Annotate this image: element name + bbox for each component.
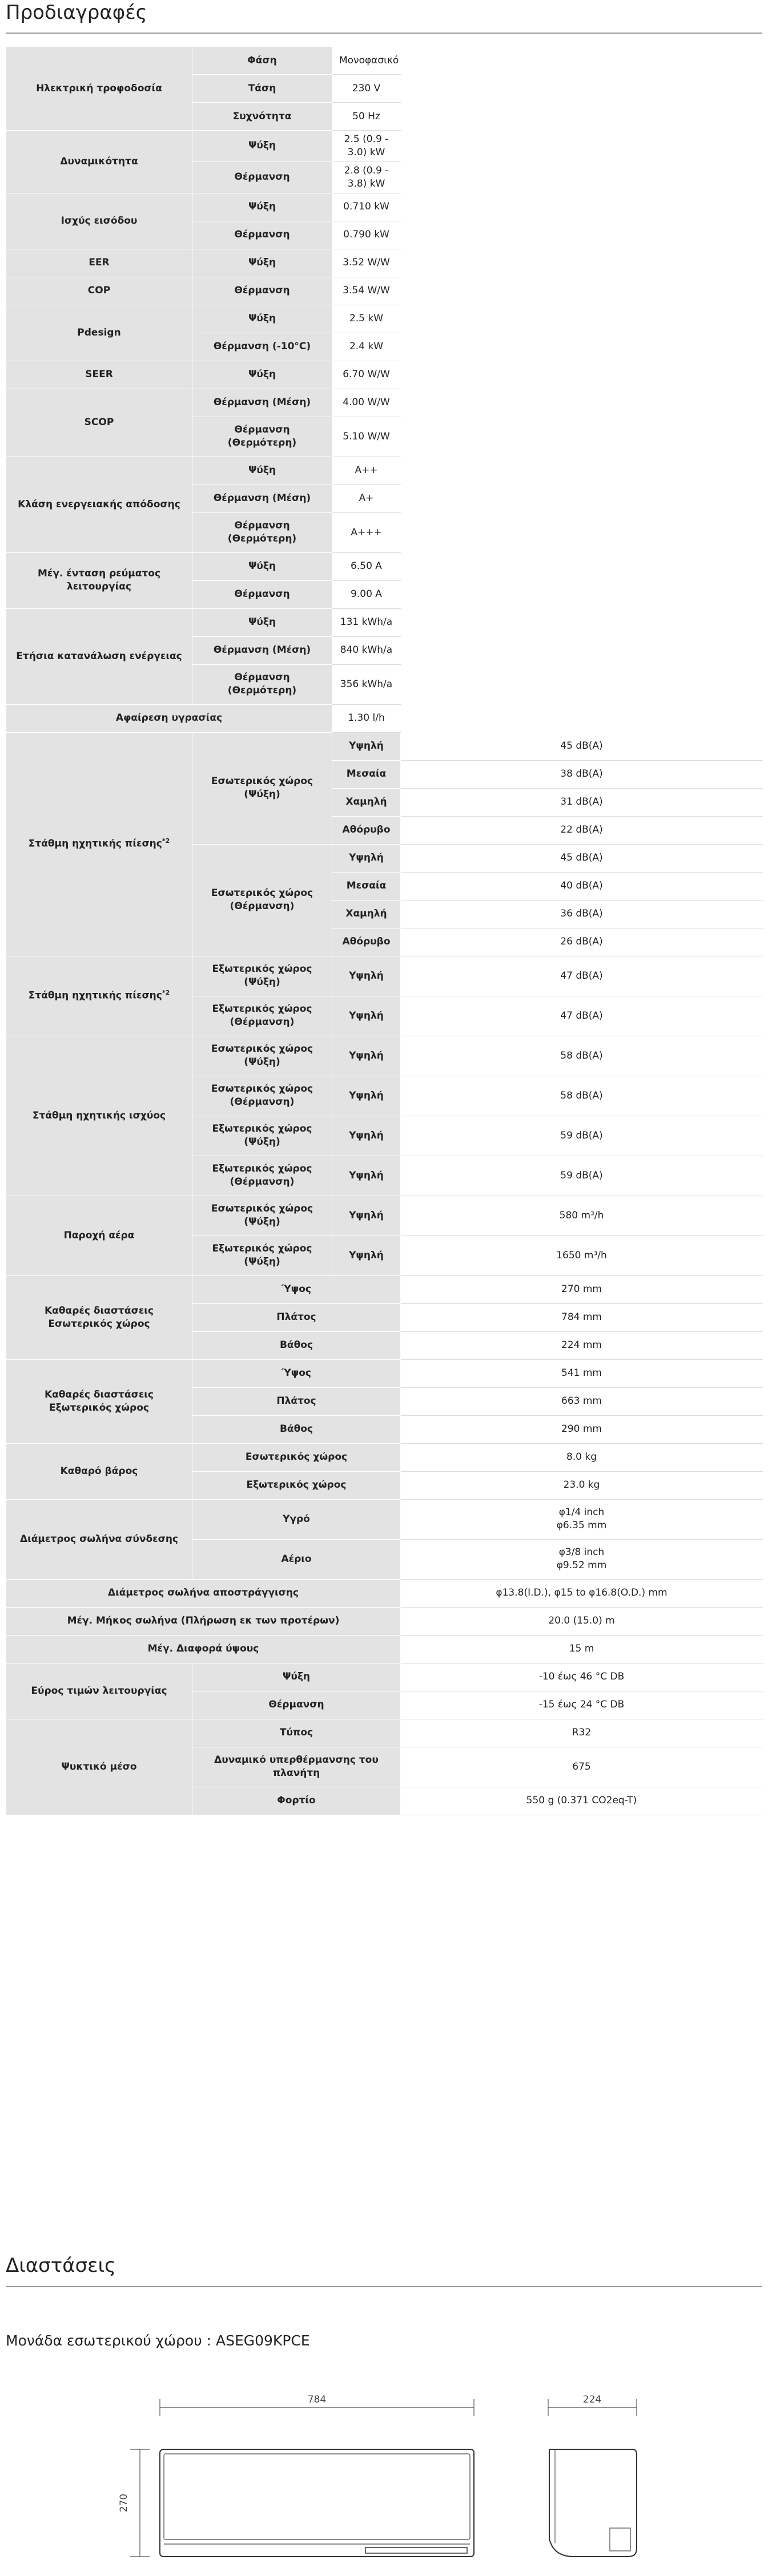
spec-level-label [332, 1235, 401, 1275]
spec-label-text: Αέριο [281, 1553, 312, 1565]
spec-group-label [6, 1275, 192, 1359]
spec-sub-label [192, 1196, 332, 1235]
spec-value: 36 dB(A) [401, 900, 763, 928]
spec-label-text: Θέρμανση (-10°C) [213, 341, 311, 353]
spec-label-text: Ύψος [282, 1367, 311, 1379]
spec-label-text: Διάμετρος σωλήνα αποστράγγισης [107, 1587, 299, 1599]
spec-row [6, 277, 763, 305]
spec-level-label [332, 900, 401, 928]
spec-value: 2.5 kW [332, 305, 401, 333]
spec-sub-label [192, 1539, 401, 1579]
spec-value: A+ [332, 484, 401, 512]
spec-label-text: Θέρμανση [234, 229, 290, 241]
width-label: 784 [307, 2394, 327, 2405]
spec-row [6, 1443, 763, 1471]
spec-label-text: Πλάτος [276, 1311, 316, 1323]
spec-value: 541 mm [401, 1359, 763, 1387]
spec-label-text: Θέρμανση (Θερμότερη) [227, 672, 297, 697]
spec-label-text: Ύψος [282, 1283, 311, 1295]
spec-group-label [6, 47, 192, 131]
specs-section-title: Προδιαγραφές [6, 1, 147, 24]
spec-level-label [332, 956, 401, 996]
spec-label-text: Θέρμανση [234, 171, 290, 183]
spec-label-text: Θέρμανση (Μέση) [213, 644, 311, 656]
spec-value: 3.52 W/W [332, 249, 401, 277]
spec-group-label [6, 1579, 401, 1607]
spec-label-text: Υψηλή [349, 852, 384, 864]
indoor-unit-side-view [549, 2449, 637, 2557]
spec-label-text: Ψύξη [248, 257, 276, 269]
spec-value: 22 dB(A) [401, 816, 763, 844]
spec-row [6, 361, 763, 389]
spec-label-text: Pdesign [77, 326, 121, 338]
spec-label-text: Φορτίο [277, 1795, 316, 1807]
spec-label-text: Χαμηλή [345, 908, 387, 920]
spec-group-label [6, 608, 192, 704]
spec-label-text: Υψηλή [349, 1209, 384, 1221]
specs-divider [6, 33, 762, 34]
spec-label-text: Ψύξη [248, 465, 276, 477]
spec-value: 2.5 (0.9 - 3.0) kW [332, 131, 401, 162]
spec-label-text: Ψύξη [248, 201, 276, 213]
spec-label-text: Ισχύς εισόδου [61, 215, 138, 227]
spec-value: 1650 m³/h [401, 1235, 763, 1275]
spec-sub-label [192, 1116, 332, 1156]
spec-label-text: Τύπος [279, 1727, 313, 1739]
spec-sub-label [192, 844, 332, 956]
spec-sub-label [192, 552, 332, 580]
spec-value: Μονοφασικό [332, 47, 401, 75]
spec-group-label [6, 1719, 192, 1815]
spec-sub-label [192, 1719, 401, 1747]
spec-row [6, 1719, 763, 1747]
spec-label-text: Αθόρυβο [342, 936, 391, 948]
spec-label-text: Θέρμανση [234, 285, 290, 297]
spec-value: 290 mm [401, 1415, 763, 1443]
spec-group-label [6, 1499, 192, 1579]
spec-sub-label [192, 131, 332, 162]
spec-row [6, 1275, 763, 1303]
spec-row [6, 1607, 763, 1635]
spec-group-label [6, 389, 192, 457]
spec-label-text: Εξωτερικός χώρος (Ψύξη) [212, 1243, 312, 1268]
spec-label-text: Μέγ. ένταση ρεύματος λειτουργίας [37, 568, 161, 593]
spec-sub-label [192, 333, 332, 361]
indoor-unit-dimension-drawing [0, 2385, 768, 2576]
spec-label-text: Ηλεκτρική τροφοδοσία [36, 82, 162, 94]
spec-group-label [6, 552, 192, 608]
spec-row [6, 457, 763, 484]
spec-row [6, 1663, 763, 1691]
spec-sub-label [192, 1331, 401, 1359]
spec-row [6, 1359, 763, 1387]
spec-row [6, 305, 763, 333]
spec-label-text: Στάθμη ηχητικής ισχύος [32, 1109, 166, 1121]
spec-value: 31 dB(A) [401, 788, 763, 816]
spec-label-text: Υψηλή [349, 1010, 384, 1021]
spec-label-text: Εσωτερικός χώρος (Θέρμανση) [211, 1083, 313, 1108]
spec-label-text: Εσωτερικός χώρος (Ψύξη) [211, 1203, 313, 1228]
spec-group-label [6, 1036, 192, 1196]
spec-level-label [332, 872, 401, 900]
depth-label: 224 [582, 2394, 602, 2405]
spec-value: 675 [401, 1747, 763, 1787]
spec-label-text: Καθαρές διαστάσεις Εξωτερικός χώρος [45, 1388, 154, 1414]
spec-label-text: Πλάτος [276, 1395, 316, 1407]
spec-value: 0.790 kW [332, 221, 401, 249]
spec-group-label [6, 131, 192, 193]
indoor-unit-front-view [160, 2449, 474, 2557]
spec-label-text: Εσωτερικός χώρος (Ψύξη) [211, 776, 313, 801]
spec-sub-label [192, 361, 332, 389]
spec-label-text: Αφαίρεση υγρασίας [115, 712, 223, 724]
spec-sub-label [192, 1275, 401, 1303]
spec-label-text: Ψύξη [248, 369, 276, 381]
spec-value: φ1/4 inch φ6.35 mm [401, 1499, 763, 1539]
spec-label-text: Ετήσια κατανάλωση ενέργειας [16, 650, 182, 662]
spec-level-label [332, 1076, 401, 1116]
spec-group-label [6, 1359, 192, 1443]
spec-group-label [6, 305, 192, 361]
spec-value: 6.70 W/W [332, 361, 401, 389]
spec-label-text: Εσωτερικός χώρος (Ψύξη) [211, 1043, 313, 1068]
spec-row [6, 704, 763, 732]
spec-value: 5.10 W/W [332, 417, 401, 457]
spec-sub-label [192, 1471, 401, 1499]
spec-level-label [332, 816, 401, 844]
spec-label-text: Υγρό [283, 1513, 310, 1525]
spec-sub-label [192, 417, 332, 457]
spec-label-text: Παροχή αέρα [63, 1229, 135, 1241]
spec-level-label [332, 1156, 401, 1196]
spec-value: -15 έως 24 °C DB [401, 1691, 763, 1719]
spec-row [6, 1635, 763, 1663]
spec-value: 224 mm [401, 1331, 763, 1359]
footnote-marker: *2 [162, 989, 170, 997]
spec-row [6, 956, 763, 996]
spec-label-text: Ψύξη [248, 560, 276, 572]
spec-label-text: Εσωτερικός χώρος [245, 1451, 348, 1463]
spec-level-label [332, 1116, 401, 1156]
spec-value: 23.0 kg [401, 1471, 763, 1499]
spec-value: 2.8 (0.9 - 3.8) kW [332, 161, 401, 193]
spec-row [6, 732, 763, 760]
spec-label-text: Ψύξη [248, 313, 276, 325]
spec-label-text: Υψηλή [349, 970, 384, 982]
spec-value: 0.710 kW [332, 193, 401, 221]
spec-value: 40 dB(A) [401, 872, 763, 900]
spec-label-text: Εξωτερικός χώρος (Θέρμανση) [212, 1163, 312, 1188]
spec-label-text: Συχνότητα [232, 110, 292, 122]
spec-label-text: Θέρμανση (Θερμότερη) [227, 520, 297, 545]
spec-sub-label [192, 1499, 401, 1539]
spec-value: 58 dB(A) [401, 1036, 763, 1076]
spec-sub-label [192, 249, 332, 277]
spec-value: A+++ [332, 512, 401, 552]
spec-label-text: Υψηλή [349, 1049, 384, 1061]
spec-row [6, 1499, 763, 1539]
spec-sub-label [192, 636, 332, 664]
spec-label-text: Τάση [248, 82, 276, 94]
spec-label-text: Χαμηλή [345, 796, 387, 808]
spec-label-text: Υψηλή [349, 1129, 384, 1141]
spec-label-text: SCOP [84, 417, 114, 429]
spec-label-text: Μέγ. Μήκος σωλήνα (Πλήρωση εκ των προτέρων) [67, 1615, 340, 1627]
spec-sub-label [192, 1691, 401, 1719]
spec-label-text: Θέρμανση [234, 588, 290, 600]
spec-label-text: Βάθος [279, 1423, 313, 1435]
spec-level-label [332, 788, 401, 816]
spec-value: 38 dB(A) [401, 760, 763, 788]
spec-sub-label [192, 1076, 332, 1116]
spec-sub-label [192, 47, 332, 75]
spec-label-text: Μεσαία [346, 768, 387, 780]
spec-group-label [6, 956, 192, 1036]
spec-group-label [6, 457, 192, 552]
dimensions-section-title: Διαστάσεις [6, 2254, 116, 2277]
spec-sub-label [192, 996, 332, 1036]
spec-label-text: Υψηλή [349, 1169, 384, 1181]
spec-sub-label [192, 608, 332, 636]
spec-sub-label [192, 512, 332, 552]
spec-sub-label [192, 484, 332, 512]
spec-sub-label [192, 580, 332, 608]
spec-label-text: Διάμετρος σωλήνα σύνδεσης [19, 1533, 179, 1545]
spec-value: 4.00 W/W [332, 389, 401, 417]
spec-sub-label [192, 1303, 401, 1331]
spec-sub-label [192, 277, 332, 305]
spec-label-text: SEER [85, 369, 113, 381]
spec-sub-label [192, 1663, 401, 1691]
spec-value: 6.50 A [332, 552, 401, 580]
spec-label-text: Μεσαία [346, 880, 387, 892]
spec-label-text: Ψύξη [248, 616, 276, 628]
spec-value: 20.0 (15.0) m [401, 1607, 763, 1635]
spec-value: 59 dB(A) [401, 1116, 763, 1156]
spec-level-label [332, 732, 401, 760]
spec-sub-label [192, 457, 332, 484]
spec-value: 131 kWh/a [332, 608, 401, 636]
spec-sub-label [192, 956, 332, 996]
spec-value: 550 g (0.371 CO2eq-T) [401, 1787, 763, 1815]
spec-group-label [6, 732, 192, 956]
spec-value: 784 mm [401, 1303, 763, 1331]
spec-row [6, 131, 763, 162]
spec-group-label [6, 1443, 192, 1499]
spec-value: 356 kWh/a [332, 664, 401, 704]
spec-row [6, 249, 763, 277]
spec-table [6, 46, 763, 1815]
spec-value: 47 dB(A) [401, 956, 763, 996]
spec-label-text: Στάθμη ηχητικής πίεσης [28, 838, 162, 850]
spec-label-text: Δυναμικό υπερθέρμανσης του πλανήτη [214, 1754, 379, 1779]
spec-sub-label [192, 161, 332, 193]
spec-row [6, 1196, 763, 1235]
spec-label-text: Εξωτερικός χώρος (Θέρμανση) [212, 1003, 312, 1028]
spec-sub-label [192, 664, 332, 704]
spec-label-text: Καθαρό βάρος [60, 1465, 138, 1477]
spec-value: 58 dB(A) [401, 1076, 763, 1116]
spec-value: 840 kWh/a [332, 636, 401, 664]
spec-level-label [332, 760, 401, 788]
spec-group-label [6, 193, 192, 249]
spec-label-text: Υψηλή [349, 1089, 384, 1101]
spec-value: 9.00 A [332, 580, 401, 608]
spec-sub-label [192, 305, 332, 333]
spec-sub-label [192, 1387, 401, 1415]
spec-label-text: Εξωτερικός χώρος (Ψύξη) [212, 1123, 312, 1148]
spec-value: 1.30 l/h [332, 704, 401, 732]
spec-sub-label [192, 1036, 332, 1076]
spec-label-text: Φάση [247, 54, 277, 66]
spec-value: A++ [332, 457, 401, 484]
indoor-unit-title: Μονάδα εσωτερικού χώρου : ASEG09KPCE [6, 2332, 310, 2349]
spec-row [6, 47, 763, 75]
spec-level-label [332, 928, 401, 956]
spec-level-label [332, 1196, 401, 1235]
spec-label-text: Θέρμανση (Θερμότερη) [227, 424, 297, 449]
spec-group-label [6, 1635, 401, 1663]
spec-label-text: Ψυκτικό μέσο [61, 1761, 137, 1772]
spec-label-text: Εξωτερικός χώρος (Ψύξη) [212, 963, 312, 988]
spec-group-label [6, 277, 192, 305]
spec-value: 580 m³/h [401, 1196, 763, 1235]
spec-row [6, 608, 763, 636]
spec-group-label [6, 1196, 192, 1275]
spec-value: R32 [401, 1719, 763, 1747]
spec-value: 45 dB(A) [401, 732, 763, 760]
spec-value: φ3/8 inch φ9.52 mm [401, 1539, 763, 1579]
spec-label-text: Εσωτερικός χώρος (Θέρμανση) [211, 887, 313, 912]
spec-value: 15 m [401, 1635, 763, 1663]
spec-label-text: Υψηλή [349, 740, 384, 752]
spec-sub-label [192, 1235, 332, 1275]
spec-value: 45 dB(A) [401, 844, 763, 872]
spec-sub-label [192, 1787, 401, 1815]
spec-group-label [6, 1663, 192, 1719]
spec-label-text: Καθαρές διαστάσεις Εσωτερικός χώρος [45, 1305, 154, 1330]
spec-label-text: Ψύξη [248, 140, 276, 152]
spec-label-text: Θέρμανση [268, 1699, 324, 1711]
spec-sub-label [192, 1443, 401, 1471]
spec-level-label [332, 844, 401, 872]
spec-row [6, 193, 763, 221]
spec-row [6, 389, 763, 417]
spec-row [6, 552, 763, 580]
spec-value: 59 dB(A) [401, 1156, 763, 1196]
spec-value: 3.54 W/W [332, 277, 401, 305]
spec-value: 2.4 kW [332, 333, 401, 361]
spec-value: 270 mm [401, 1275, 763, 1303]
spec-label-text: EER [89, 257, 110, 269]
height-label: 270 [118, 2493, 130, 2513]
spec-level-label [332, 996, 401, 1036]
spec-label-text: Στάθμη ηχητικής πίεσης [28, 990, 162, 1002]
spec-label-text: Θέρμανση (Μέση) [213, 397, 311, 409]
spec-sub-label [192, 75, 332, 103]
spec-group-label [6, 361, 192, 389]
spec-label-text: Κλάση ενεργειακής απόδοσης [18, 498, 180, 510]
spec-value: φ13.8(I.D.), φ15 to φ16.8(O.D.) mm [401, 1579, 763, 1607]
spec-label-text: Υψηλή [349, 1249, 384, 1261]
spec-label-text: Εξωτερικός χώρος [246, 1479, 347, 1491]
spec-row [6, 1579, 763, 1607]
spec-group-label [6, 704, 332, 732]
dimensions-divider [6, 2286, 762, 2287]
spec-label-text: Βάθος [279, 1339, 313, 1351]
spec-level-label [332, 1036, 401, 1076]
spec-row [6, 1036, 763, 1076]
spec-sub-label [192, 389, 332, 417]
spec-value: 50 Hz [332, 103, 401, 131]
spec-sub-label [192, 221, 332, 249]
spec-sub-label [192, 1156, 332, 1196]
spec-sub-label [192, 1747, 401, 1787]
spec-value: -10 έως 46 °C DB [401, 1663, 763, 1691]
spec-value: 26 dB(A) [401, 928, 763, 956]
spec-value: 230 V [332, 75, 401, 103]
spec-value: 47 dB(A) [401, 996, 763, 1036]
spec-sub-label [192, 1359, 401, 1387]
spec-label-text: Ψύξη [282, 1671, 311, 1683]
footnote-marker: *2 [162, 837, 170, 845]
spec-label-text: Δυναμικότητα [60, 155, 138, 167]
spec-label-text: Αθόρυβο [342, 824, 391, 836]
spec-label-text: Μέγ. Διαφορά ύψους [147, 1643, 259, 1655]
spec-label-text: COP [87, 285, 111, 297]
spec-sub-label [192, 103, 332, 131]
spec-group-label [6, 1607, 401, 1635]
spec-label-text: Εύρος τιμών λειτουργίας [31, 1685, 167, 1697]
spec-value: 663 mm [401, 1387, 763, 1415]
spec-label-text: Θέρμανση (Μέση) [213, 492, 311, 504]
spec-sub-label [192, 732, 332, 844]
spec-sub-label [192, 193, 332, 221]
spec-group-label [6, 249, 192, 277]
spec-value: 8.0 kg [401, 1443, 763, 1471]
spec-sub-label [192, 1415, 401, 1443]
